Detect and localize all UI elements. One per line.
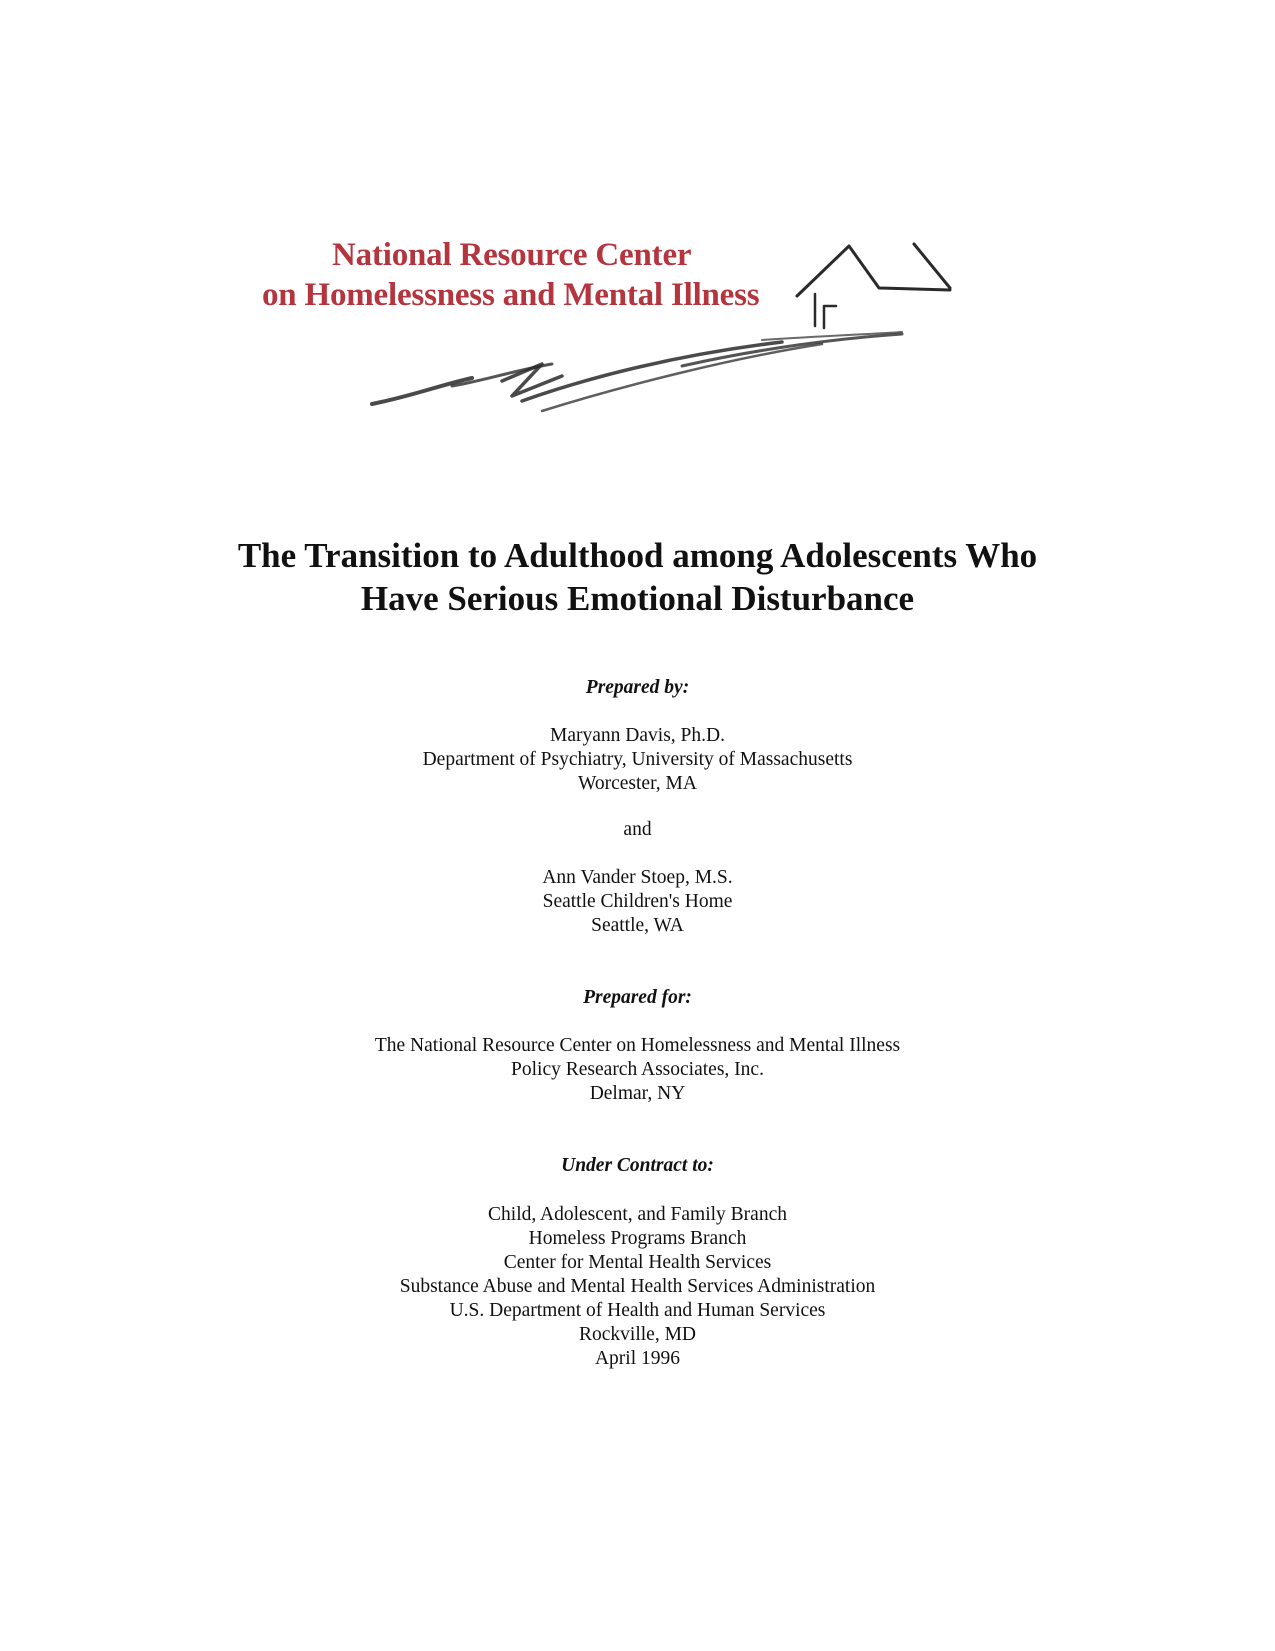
author1-location: Worcester, MA	[578, 773, 697, 794]
logo-text-line-1: National Resource Center	[332, 237, 692, 273]
prepared-for-line: Policy Research Associates, Inc.	[511, 1059, 764, 1080]
title-line-1: The Transition to Adulthood among Adolescents Who	[237, 536, 1038, 575]
publication-date: April 1996	[594, 1348, 681, 1369]
prepared-for-line: Delmar, NY	[589, 1083, 686, 1104]
document-title	[0, 534, 1275, 620]
prepared-for-line: The National Resource Center on Homelessness and Mental Illness	[374, 1035, 901, 1056]
author1-department: Department of Psychiatry, University of Massachusetts	[422, 749, 853, 770]
contract-line: Center for Mental Health Services	[503, 1252, 772, 1273]
prepared-by-label: Prepared by:	[585, 677, 690, 698]
under-contract-block	[0, 1203, 1275, 1371]
contract-line: Rockville, MD	[579, 1324, 696, 1345]
logo-text-line-2: on Homelessness and Mental Illness	[262, 277, 760, 313]
author1-block	[0, 724, 1275, 796]
author2-name: Ann Vander Stoep, M.S.	[542, 867, 733, 888]
under-contract-label: Under Contract to:	[561, 1155, 714, 1176]
contract-line: U.S. Department of Health and Human Services	[449, 1300, 826, 1321]
contract-line: Homeless Programs Branch	[528, 1228, 747, 1249]
author2-organization: Seattle Children's Home	[542, 891, 733, 912]
author2-block	[0, 866, 1275, 938]
title-line-2: Have Serious Emotional Disturbance	[360, 579, 915, 618]
author1-name: Maryann Davis, Ph.D.	[550, 725, 725, 746]
prepared-for-block	[0, 1034, 1275, 1106]
prepared-for-label: Prepared for:	[583, 987, 692, 1008]
conjunction-text: and	[623, 819, 652, 840]
conjunction-block	[0, 818, 1275, 842]
under-contract-label-block	[0, 1154, 1275, 1178]
contract-line: Substance Abuse and Mental Health Services Administration	[399, 1276, 876, 1297]
prepared-for-label-block	[0, 986, 1275, 1010]
contract-line: Child, Adolescent, and Family Branch	[488, 1204, 787, 1225]
organization-logo	[262, 236, 1002, 436]
author2-location: Seattle, WA	[591, 915, 684, 936]
prepared-by-label-block	[0, 676, 1275, 700]
